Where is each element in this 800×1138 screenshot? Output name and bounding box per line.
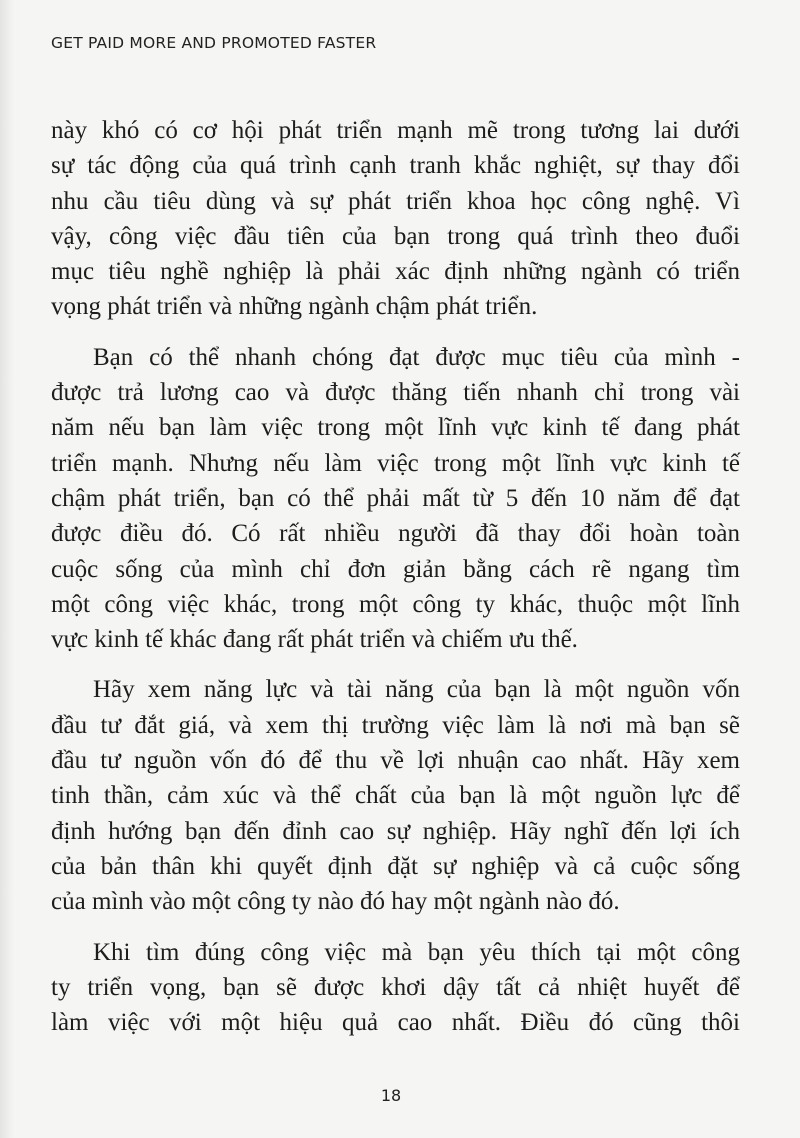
text-line: tinh thần, cảm xúc và thể chất của bạn là một nguồn lực để bbox=[51, 782, 740, 810]
page-number: 18 bbox=[380, 1086, 402, 1105]
text-line: Hãy xem năng lực và tài năng của bạn là một nguồn vốn bbox=[93, 676, 740, 704]
text-line: sự tác động của quá trình cạnh tranh khắc nghiệt, sự thay đổi bbox=[51, 152, 740, 180]
paragraph-2 bbox=[51, 340, 740, 658]
text-line: năm nếu bạn làm việc trong một lĩnh vực kinh tế đang phát bbox=[51, 414, 740, 442]
text-line: cuộc sống của mình chỉ đơn giản bằng cách rẽ ngang tìm bbox=[51, 555, 740, 583]
paragraph-3 bbox=[51, 672, 740, 919]
text-line: vọng phát triển và những ngành chậm phát triển. bbox=[51, 293, 538, 321]
page-body bbox=[51, 113, 740, 1055]
text-line: làm việc với một hiệu quả cao nhất. Điều đó cũng thôi bbox=[51, 1009, 740, 1037]
text-line: vậy, công việc đầu tiên của bạn trong quá trình theo đuổi bbox=[51, 222, 740, 250]
text-line: triển mạnh. Nhưng nếu làm việc trong một lĩnh vực kinh tế bbox=[51, 449, 740, 477]
text-line: ty triển vọng, bạn sẽ được khơi dậy tất cả nhiệt huyết để bbox=[51, 973, 740, 1001]
text-line: định hướng bạn đến đỉnh cao sự nghiệp. Hãy nghĩ đến lợi ích bbox=[51, 817, 740, 845]
text-line: một công việc khác, trong một công ty khác, thuộc một lĩnh bbox=[51, 590, 740, 618]
text-line: đầu tư nguồn vốn đó để thu về lợi nhuận cao nhất. Hãy xem bbox=[51, 747, 740, 775]
text-line: đầu tư đắt giá, và xem thị trường việc làm là nơi mà bạn sẽ bbox=[51, 711, 740, 739]
paragraph-1 bbox=[51, 113, 740, 325]
text-line: được điều đó. Có rất nhiều người đã thay đổi hoàn toàn bbox=[51, 520, 740, 548]
text-line: Bạn có thể nhanh chóng đạt được mục tiêu của mình - bbox=[93, 343, 740, 371]
page-gutter-shadow bbox=[0, 0, 14, 1138]
paragraph-4 bbox=[51, 935, 740, 1041]
text-line: nhu cầu tiêu dùng và sự phát triển khoa học công nghệ. Vì bbox=[51, 187, 740, 215]
text-line: vực kinh tế khác đang rất phát triển và chiếm ưu thế. bbox=[51, 626, 578, 654]
text-line: của bản thân khi quyết định đặt sự nghiệp và cả cuộc sống bbox=[51, 852, 740, 880]
text-line: mục tiêu nghề nghiệp là phải xác định những ngành có triển bbox=[51, 258, 740, 286]
text-line: này khó có cơ hội phát triển mạnh mẽ trong tương lai dưới bbox=[51, 117, 740, 144]
text-line: Khi tìm đúng công việc mà bạn yêu thích tại một công bbox=[93, 938, 740, 966]
text-line: của mình vào một công ty nào đó hay một ngành nào đó. bbox=[51, 888, 620, 916]
running-header: GET PAID MORE AND PROMOTED FASTER bbox=[51, 34, 377, 52]
text-line: chậm phát triển, bạn có thể phải mất từ 5 đến 10 năm để đạt bbox=[51, 484, 740, 512]
text-line: được trả lương cao và được thăng tiến nhanh chỉ trong vài bbox=[51, 379, 740, 407]
